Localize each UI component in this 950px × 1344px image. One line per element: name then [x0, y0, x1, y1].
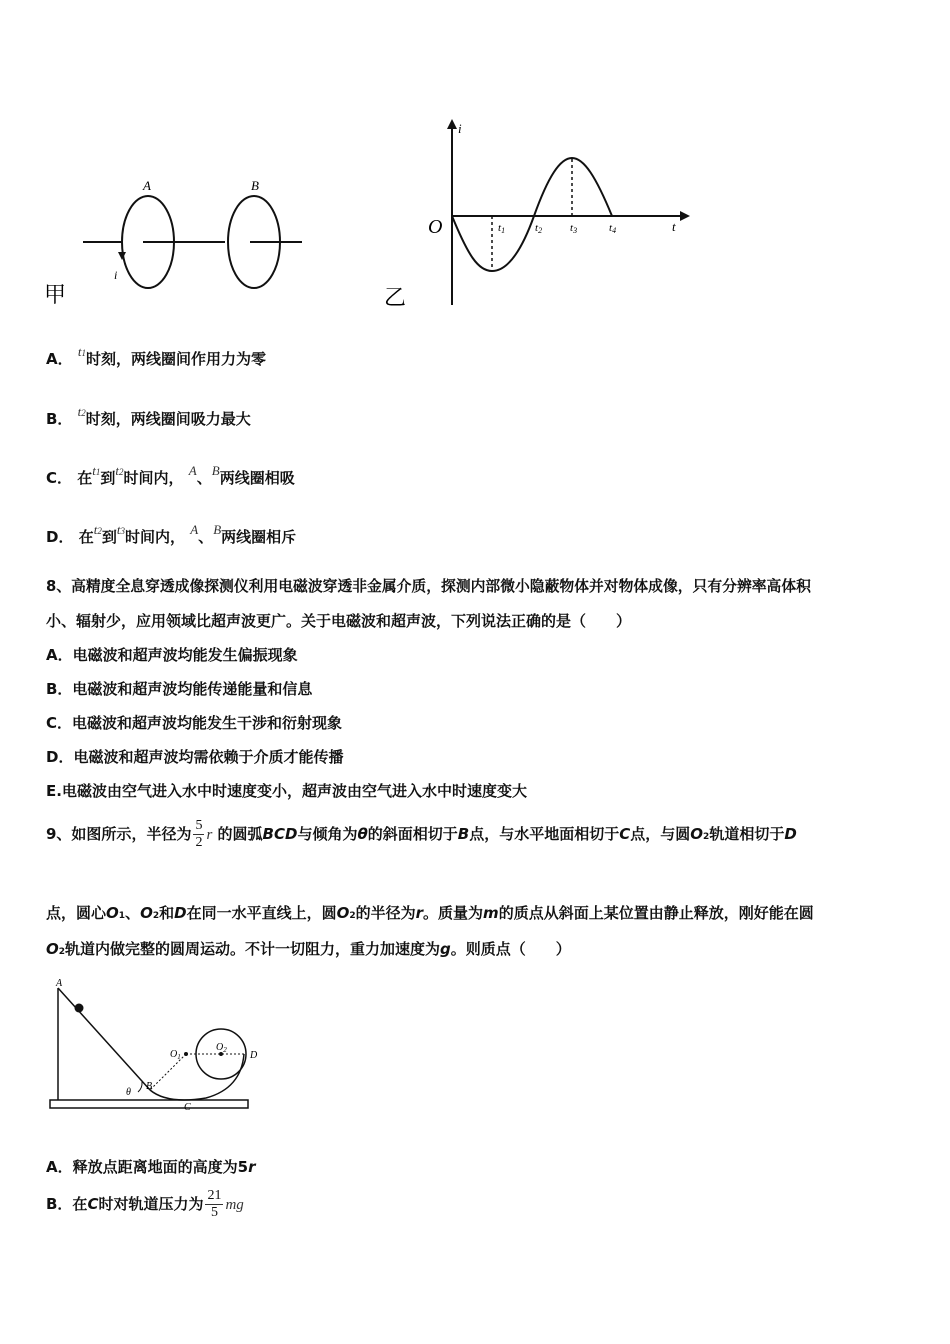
q8-stem-line1: 8、高精度全息穿透成像探测仪利用电磁波穿透非金属介质，探测内部微小隐蔽物体并对物体成像，只有分辨率高体积 [46, 578, 811, 595]
angle-arc [138, 1082, 142, 1092]
coil-b-label: B [251, 178, 259, 193]
option-text: 时刻，两线圈间吸力最大 [85, 410, 251, 428]
q8-stem-line2: 小、辐射少，应用领域比超声波更广。关于电磁波和超声波，下列说法正确的是（ ） [46, 612, 632, 630]
q7-option-d: D． 在t2到t3时间内， A、B两线圈相斥 [46, 522, 297, 546]
current-curve [452, 158, 612, 271]
t2-symbol: t2 [115, 463, 124, 478]
q8-option-d: D．电磁波和超声波均需依赖于介质才能传播 [46, 748, 344, 766]
fraction-5-2: $\frac{5}{2}$ [195, 818, 203, 850]
t1-label: t1 [498, 222, 506, 235]
q8-option-b: B．电磁波和超声波均能传递能量和信息 [46, 680, 313, 698]
q8-option-a: A．电磁波和超声波均能发生偏振现象 [46, 646, 298, 664]
t1-symbol: t1 [92, 463, 101, 478]
coil-b-symbol: B [213, 522, 222, 537]
t2-symbol: t2 [93, 522, 102, 537]
q8-option-e: E.电磁波由空气进入水中时速度变小，超声波由空气进入水中时速度变大 [46, 782, 527, 800]
current-label: i [114, 268, 118, 282]
t2-label: t2 [535, 222, 543, 235]
incline-slope [58, 988, 153, 1092]
x-axis-label: t [672, 219, 676, 234]
coil-a-symbol: A [190, 522, 199, 537]
figure-jia-svg [40, 170, 320, 310]
label-d: D [250, 1050, 258, 1061]
option-text: 两线圈相斥 [221, 528, 297, 546]
fraction-21-5: $\frac{21}{5}$ [207, 1188, 222, 1220]
figure-jia [40, 170, 320, 310]
figure-q9-svg [46, 974, 276, 1124]
t1-symbol: t1 [77, 344, 86, 359]
q8-option-c: C．电磁波和超声波均能发生干涉和衍射现象 [46, 714, 343, 732]
label-c: C [184, 1102, 191, 1113]
option-letter: C． [46, 469, 73, 487]
figure-yi-svg [380, 115, 700, 315]
y-axis-arrow [447, 119, 457, 129]
option-letter: D． [46, 528, 74, 546]
mass-point [75, 1004, 84, 1013]
q9-option-b: B．在C时对轨道压力为 $\frac{21}{5}$ mg [46, 1188, 244, 1220]
coil-b-symbol: B [211, 463, 220, 478]
option-letter: B． [46, 410, 73, 428]
q9-stem-line2: 点，圆心O1、O2和D在同一水平直线上，圆O2的半径为r。质量为m的质点从斜面上某位置由静止释放，刚好能在圆 [46, 904, 814, 922]
label-o2: $O_2$ [216, 1042, 227, 1054]
label-o1: $O_1$ [170, 1049, 181, 1061]
figure-q9 [46, 974, 276, 1124]
q7-option-c: C． 在t1到t2时间内， A、B两线圈相吸 [46, 463, 295, 487]
coil-a-label: A [143, 178, 151, 193]
label-a: A [56, 978, 63, 989]
label-b: B [146, 1081, 153, 1092]
t2-symbol: t2 [77, 404, 86, 419]
label-theta: θ [126, 1087, 131, 1098]
q7-option-b [46, 404, 251, 429]
y-axis-label: i [458, 121, 462, 136]
coil-a-symbol: A [188, 463, 197, 478]
q9-option-a: A．释放点距离地面的高度为5r [46, 1158, 256, 1176]
option-text: 时刻，两线圈间作用力为零 [85, 350, 266, 368]
figure-yi-label: 乙 [384, 285, 407, 310]
t4-label: t4 [609, 222, 617, 235]
origin-label: O [428, 216, 443, 238]
option-letter: A． [46, 350, 73, 368]
figure-jia-label: 甲 [44, 282, 67, 307]
q7-option-a [46, 344, 266, 369]
t3-label: t3 [570, 222, 578, 235]
option-text: 两线圈相吸 [219, 469, 295, 487]
figure-yi [380, 115, 700, 315]
q9-stem-line3: O2轨道内做完整的圆周运动。不计一切阻力，重力加速度为g。则质点（ ） [46, 940, 571, 958]
t3-symbol: t3 [116, 522, 125, 537]
ground [50, 1100, 248, 1108]
x-axis-arrow [680, 211, 690, 221]
q9-stem-line1: 9、如图所示，半径为 $\frac{5}{2}$ r 的圆弧BCD与倾角为θ的斜面相切于B点，与水平地面相切于C点，与圆O2轨道相切于D [46, 818, 797, 850]
current-arrow [118, 252, 126, 260]
